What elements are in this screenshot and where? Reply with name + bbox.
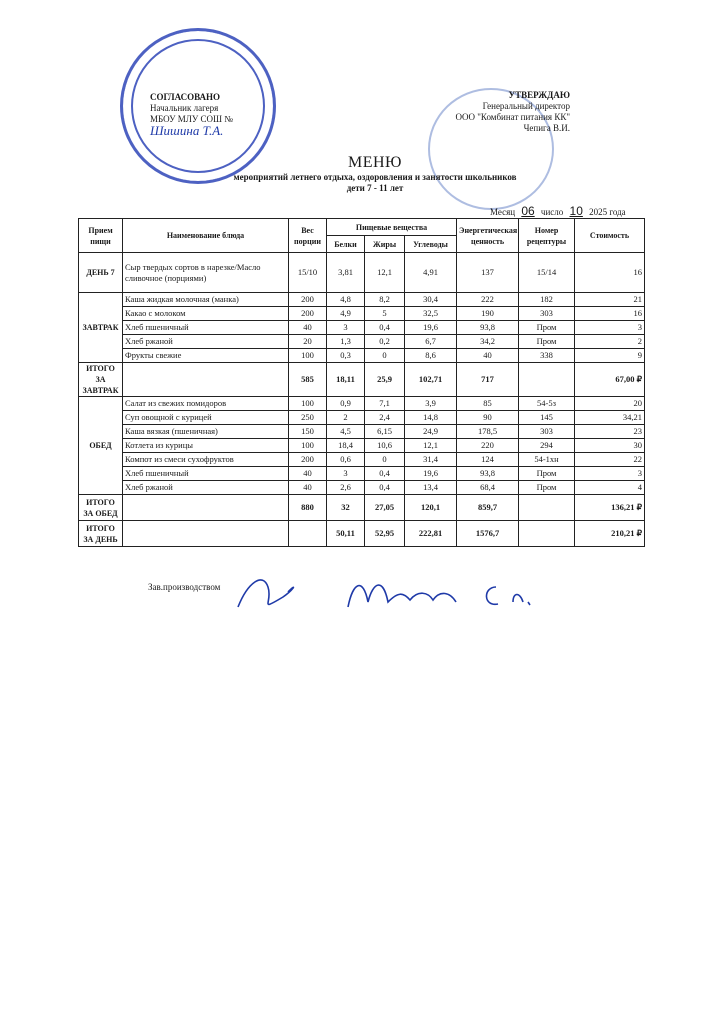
cell-recipe: 145 [519, 411, 575, 425]
cell-carbs: 32,5 [405, 307, 457, 321]
date-year: 2025 года [589, 207, 626, 217]
footer-label: Зав.производством [148, 582, 221, 592]
cell-cost: 23 [575, 425, 645, 439]
cell-cost: 21 [575, 293, 645, 307]
cell-carbs: 4,91 [405, 253, 457, 293]
cell-cost: 30 [575, 439, 645, 453]
approval-block-right [440, 90, 570, 134]
approval-left-line-2: Начальник лагеря [150, 103, 219, 113]
cell-protein: 0,3 [327, 349, 365, 363]
breakfast-total-label: ИТОГО ЗА ЗАВТРАК [79, 363, 123, 397]
cell-energy: 34,2 [457, 335, 519, 349]
cell-fat: 52,95 [365, 521, 405, 547]
cell-protein: 1,3 [327, 335, 365, 349]
cell-weight: 100 [289, 349, 327, 363]
table-row-lunch-total [79, 495, 645, 521]
cell-recipe: 294 [519, 439, 575, 453]
cell-fat: 0,4 [365, 321, 405, 335]
cell-protein: 0,6 [327, 453, 365, 467]
approval-left-line-1: СОГЛАСОВАНО [150, 92, 221, 102]
cell-energy: 124 [457, 453, 519, 467]
table-row [79, 293, 645, 307]
cell-fat: 0 [365, 453, 405, 467]
cell-fat: 12,1 [365, 253, 405, 293]
cell-fat: 6,15 [365, 425, 405, 439]
cell-cost: 3 [575, 321, 645, 335]
cell-protein: 4,5 [327, 425, 365, 439]
cell-energy: 717 [457, 363, 519, 397]
cell-fat: 7,1 [365, 397, 405, 411]
header-recipe: Номер рецептуры [519, 219, 575, 253]
cell-energy: 222 [457, 293, 519, 307]
cell-weight: 200 [289, 307, 327, 321]
cell-energy: 859,7 [457, 495, 519, 521]
approval-right-line-3: ООО "Комбинат питания КК" [455, 112, 570, 122]
cell-cost: 210,21 ₽ [575, 521, 645, 547]
cell-recipe: 54-1хн [519, 453, 575, 467]
cell-cost: 4 [575, 481, 645, 495]
approval-left-line-4: Шишина Т.А. [150, 123, 224, 138]
cell-protein: 2 [327, 411, 365, 425]
cell-protein: 3,81 [327, 253, 365, 293]
cell-weight: 585 [289, 363, 327, 397]
cell-protein: 4,8 [327, 293, 365, 307]
header-energy: Энергетическая ценность [457, 219, 519, 253]
cell-fat: 8,2 [365, 293, 405, 307]
subtitle-line-1: мероприятий летнего отдыха, оздоровления и занятости школьников [233, 172, 517, 182]
cell-energy: 178,5 [457, 425, 519, 439]
cell-protein: 50,11 [327, 521, 365, 547]
cell-fat: 0,2 [365, 335, 405, 349]
cell-energy: 90 [457, 411, 519, 425]
cell-empty [519, 363, 575, 397]
cell-carbs: 3,9 [405, 397, 457, 411]
cell-carbs: 19,6 [405, 467, 457, 481]
cell-dish: Хлеб пшеничный [123, 321, 289, 335]
table-row-day-total [79, 521, 645, 547]
cell-weight: 880 [289, 495, 327, 521]
cell-carbs: 222,81 [405, 521, 457, 547]
cell-protein: 0,9 [327, 397, 365, 411]
cell-weight: 250 [289, 411, 327, 425]
cell-fat: 25,9 [365, 363, 405, 397]
header-cost: Стоимость [575, 219, 645, 253]
table-row [79, 307, 645, 321]
cell-carbs: 30,4 [405, 293, 457, 307]
cell-fat: 0,4 [365, 467, 405, 481]
cell-carbs: 13,4 [405, 481, 457, 495]
cell-cost: 9 [575, 349, 645, 363]
cell-recipe: 15/14 [519, 253, 575, 293]
cell-carbs: 31,4 [405, 453, 457, 467]
menu-table [78, 218, 645, 547]
cell-protein: 4,9 [327, 307, 365, 321]
table-row [79, 321, 645, 335]
approval-right-line-2: Генеральный директор [482, 101, 570, 111]
cell-fat: 10,6 [365, 439, 405, 453]
header-nutrients: Пищевые вещества [327, 219, 457, 236]
cell-cost: 2 [575, 335, 645, 349]
cell-empty [123, 521, 289, 547]
cell-energy: 40 [457, 349, 519, 363]
cell-fat: 5 [365, 307, 405, 321]
table-row [79, 453, 645, 467]
approval-left-line-3: МБОУ МЛУ СОШ № [150, 114, 233, 124]
cell-dish: Суп овощной с курицей [123, 411, 289, 425]
cell-dish: Компот из смеси сухофруктов [123, 453, 289, 467]
month-label: Месяц [490, 207, 516, 217]
cell-protein: 3 [327, 467, 365, 481]
header-meal: Прием пищи [79, 219, 123, 253]
cell-energy: 93,8 [457, 467, 519, 481]
cell-carbs: 6,7 [405, 335, 457, 349]
cell-dish: Какао с молоком [123, 307, 289, 321]
cell-cost: 3 [575, 467, 645, 481]
page-title: МЕНЮ [348, 154, 402, 171]
cell-energy: 68,4 [457, 481, 519, 495]
cell-cost: 16 [575, 253, 645, 293]
lunch-label: ОБЕД [79, 397, 123, 495]
cell-weight: 40 [289, 321, 327, 335]
cell-recipe: 338 [519, 349, 575, 363]
subtitle-line-2: дети 7 - 11 лет [346, 183, 404, 193]
cell-weight: 15/10 [289, 253, 327, 293]
cell-fat: 0,4 [365, 481, 405, 495]
header-carbs: Углеводы [405, 236, 457, 253]
cell-recipe: Пром [519, 467, 575, 481]
cell-empty [519, 521, 575, 547]
cell-protein: 3 [327, 321, 365, 335]
lunch-total-label: ИТОГО ЗА ОБЕД [79, 495, 123, 521]
cell-energy: 93,8 [457, 321, 519, 335]
cell-protein: 18,11 [327, 363, 365, 397]
cell-carbs: 14,8 [405, 411, 457, 425]
table-row-breakfast-total [79, 363, 645, 397]
cell-fat: 0 [365, 349, 405, 363]
table-row [79, 349, 645, 363]
cell-cost: 136,21 ₽ [575, 495, 645, 521]
cell-cost: 16 [575, 307, 645, 321]
cell-carbs: 24,9 [405, 425, 457, 439]
cell-energy: 1576,7 [457, 521, 519, 547]
cell-empty [123, 495, 289, 521]
header-fat: Жиры [365, 236, 405, 253]
title-block [150, 154, 600, 194]
cell-empty [519, 495, 575, 521]
table-row [79, 481, 645, 495]
cell-weight: 20 [289, 335, 327, 349]
cell-weight: 150 [289, 425, 327, 439]
cell-recipe: Пром [519, 481, 575, 495]
cell-carbs: 102,71 [405, 363, 457, 397]
cell-protein: 32 [327, 495, 365, 521]
cell-recipe: 54-5з [519, 397, 575, 411]
table-row [79, 439, 645, 453]
cell-dish: Салат из свежих помидоров [123, 397, 289, 411]
cell-recipe: 303 [519, 307, 575, 321]
breakfast-label: ЗАВТРАК [79, 293, 123, 363]
table-row-day [79, 253, 645, 293]
day-total-label: ИТОГО ЗА ДЕНЬ [79, 521, 123, 547]
table-row [79, 425, 645, 439]
cell-dish: Сыр твердых сортов в нарезке/Масло сливочное (порциями) [123, 253, 289, 293]
cell-dish: Хлеб ржаной [123, 335, 289, 349]
date-line [490, 204, 626, 218]
cell-recipe: 303 [519, 425, 575, 439]
cell-fat: 27,05 [365, 495, 405, 521]
day-label: ДЕНЬ 7 [79, 253, 123, 293]
handwritten-signature [228, 562, 568, 622]
cell-cost: 67,00 ₽ [575, 363, 645, 397]
cell-recipe: Пром [519, 321, 575, 335]
table-row [79, 397, 645, 411]
cell-dish: Каша вязкая (пшеничная) [123, 425, 289, 439]
cell-cost: 22 [575, 453, 645, 467]
table-row [79, 411, 645, 425]
cell-empty [289, 521, 327, 547]
date-month: 10 [569, 204, 583, 218]
cell-protein: 18,4 [327, 439, 365, 453]
cell-weight: 100 [289, 439, 327, 453]
cell-recipe: Пром [519, 335, 575, 349]
cell-weight: 200 [289, 453, 327, 467]
table-row [79, 467, 645, 481]
cell-dish: Каша жидкая молочная (манка) [123, 293, 289, 307]
cell-protein: 2,6 [327, 481, 365, 495]
cell-recipe: 182 [519, 293, 575, 307]
date-day: 06 [521, 204, 535, 218]
cell-weight: 200 [289, 293, 327, 307]
header-dish: Наименование блюда [123, 219, 289, 253]
table-row [79, 335, 645, 349]
cell-weight: 100 [289, 397, 327, 411]
approval-block-left [150, 92, 270, 136]
cell-carbs: 12,1 [405, 439, 457, 453]
cell-carbs: 120,1 [405, 495, 457, 521]
cell-cost: 34,21 [575, 411, 645, 425]
cell-dish: Хлеб ржаной [123, 481, 289, 495]
header-weight: Вес порции [289, 219, 327, 253]
approval-right-line-1: УТВЕРЖДАЮ [508, 90, 570, 100]
cell-energy: 85 [457, 397, 519, 411]
cell-cost: 20 [575, 397, 645, 411]
cell-empty [123, 363, 289, 397]
cell-fat: 2,4 [365, 411, 405, 425]
cell-dish: Котлета из курицы [123, 439, 289, 453]
cell-carbs: 8,6 [405, 349, 457, 363]
cell-energy: 137 [457, 253, 519, 293]
cell-energy: 190 [457, 307, 519, 321]
cell-weight: 40 [289, 467, 327, 481]
header-protein: Белки [327, 236, 365, 253]
cell-weight: 40 [289, 481, 327, 495]
cell-carbs: 19,6 [405, 321, 457, 335]
cell-dish: Хлеб пшеничный [123, 467, 289, 481]
number-label: число [540, 207, 564, 217]
cell-energy: 220 [457, 439, 519, 453]
cell-dish: Фрукты свежие [123, 349, 289, 363]
approval-right-line-4: Чепига В.И. [523, 123, 570, 133]
